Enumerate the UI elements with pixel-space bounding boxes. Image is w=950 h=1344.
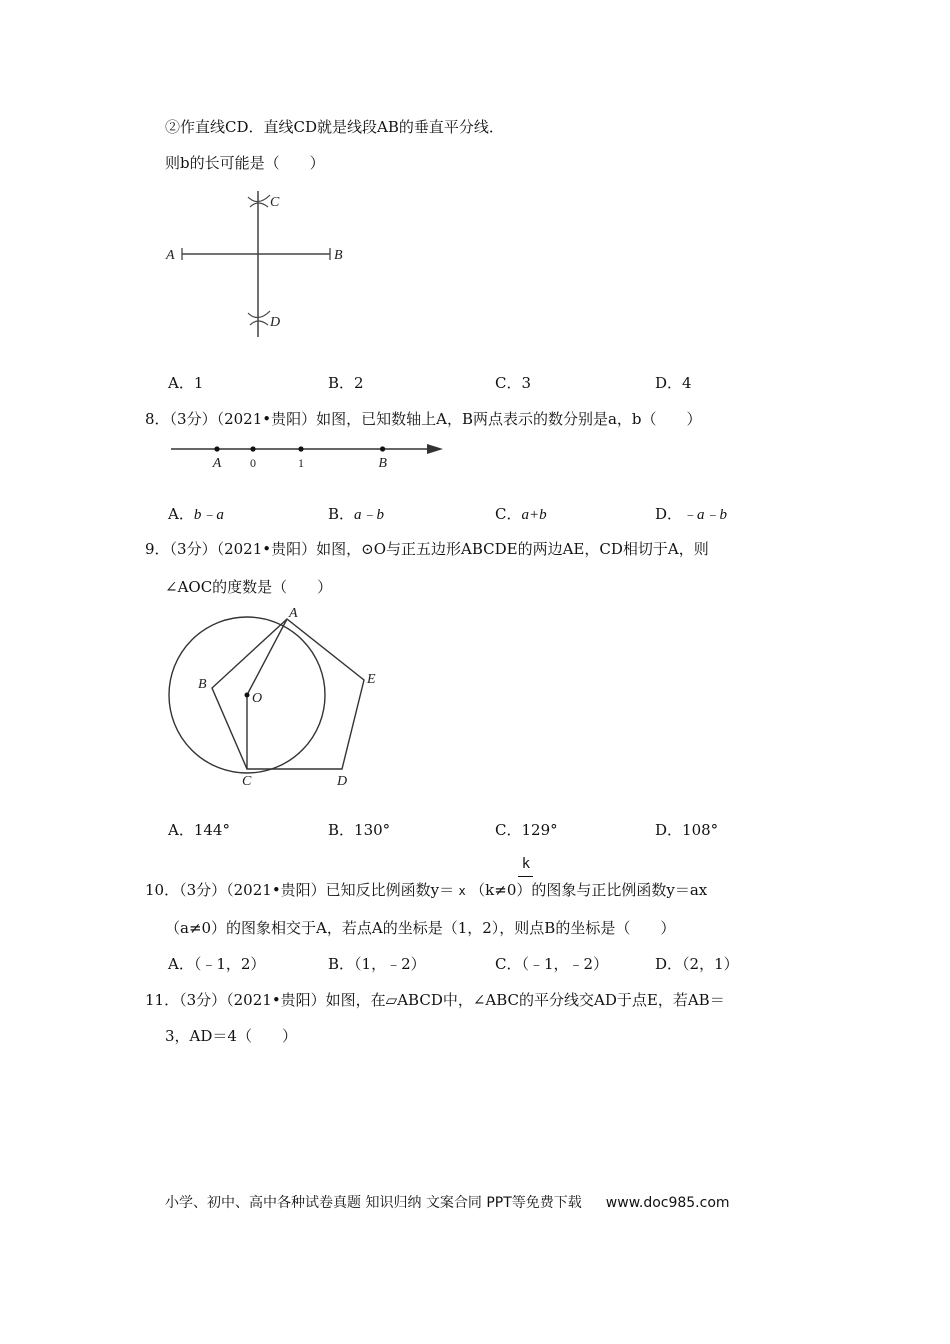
q8-stem: 8．（3分）（2021•贵阳）如图，已知数轴上A，B两点表示的数分别是a，b（ ）	[145, 410, 702, 428]
q7-label-C: C	[270, 195, 280, 210]
q8-option-a: A．b﹣a	[168, 505, 224, 523]
q9-label-B: B	[198, 677, 207, 692]
footer-site-link[interactable]: www.doc985.com	[605, 1195, 730, 1211]
q9-option-c: C．129°	[495, 821, 558, 839]
q9-option-b: B．130°	[328, 821, 391, 839]
q10-option-c: C．（﹣1，﹣2）	[495, 955, 609, 973]
q7-option-d: D．4	[655, 374, 692, 392]
q9-label-O: O	[252, 691, 263, 706]
q7-option-c: C．3	[495, 374, 532, 392]
q10-frac-denominator: x	[458, 884, 466, 898]
q9-option-a: A．144°	[168, 821, 230, 839]
q8-option-c: C．a+b	[495, 505, 547, 523]
q7-option-a: A．1	[168, 374, 204, 392]
q8-option-d: D．﹣a﹣b	[655, 505, 728, 523]
axis-point-dot	[250, 446, 255, 451]
axis-point-label: 0	[250, 456, 256, 470]
q10-stem-line1: 10．（3分）（2021•贵阳）已知反比例函数y＝ x （k≠0）的图象与正比例函数y＝ax	[145, 881, 708, 899]
q7-question: 则b的长可能是（ ）	[165, 154, 325, 172]
q11-stem-line1: 11．（3分）（2021•贵阳）如图，在▱ABCD中，∠ABC的平分线交AD于点E，若AB＝	[145, 991, 725, 1009]
q9-label-E: E	[367, 672, 376, 687]
q7-label-B: B	[334, 248, 343, 263]
axis-point-label: B	[378, 456, 387, 471]
footer-text: 小学、初中、高中各种试卷真题 知识归纳 文案合同 PPT等免费下载	[165, 1195, 582, 1211]
q9-label-A: A	[289, 606, 298, 621]
q10-stem-line2: （a≠0）的图象相交于A，若点A的坐标是（1，2），则点B的坐标是（ ）	[165, 919, 676, 937]
axis-point-dot	[298, 446, 303, 451]
q8-option-b: B．a﹣b	[328, 505, 385, 523]
q9-stem-line1: 9．（3分）（2021•贵阳）如图，⊙O与正五边形ABCDE的两边AE，CD相切于A，则	[145, 540, 709, 558]
q7-label-A: A	[166, 248, 175, 263]
axis-point-label: A	[212, 456, 222, 471]
q10-option-d: D．（2，1）	[655, 955, 739, 973]
q11-stem-line2: 3，AD＝4（ ）	[165, 1027, 297, 1045]
axis-point-dot	[380, 446, 385, 451]
q9-label-D: D	[337, 774, 348, 789]
q9-pentagon	[212, 619, 364, 769]
page-footer	[165, 1192, 730, 1212]
axis-point-label: 1	[298, 456, 304, 470]
q9-stem-line2: ∠AOC的度数是（ ）	[165, 578, 333, 596]
q9-figure	[160, 605, 400, 795]
q7-step2: ②作直线CD．直线CD就是线段AB的垂直平分线．	[165, 118, 504, 136]
q9-option-d: D．108°	[655, 821, 719, 839]
q10-option-b: B．（1，﹣2）	[328, 955, 426, 973]
q9-label-C: C	[242, 774, 252, 789]
q7-option-b: B．2	[328, 374, 364, 392]
q7-label-D: D	[270, 315, 281, 330]
q10-frac-bar	[518, 876, 533, 877]
q10-option-a: A．（﹣1，2）	[168, 955, 266, 973]
axis-point-dot	[214, 446, 219, 451]
q10-frac-numerator: k	[521, 856, 531, 872]
q7-figure	[160, 185, 360, 345]
q8-number-line	[165, 438, 455, 478]
